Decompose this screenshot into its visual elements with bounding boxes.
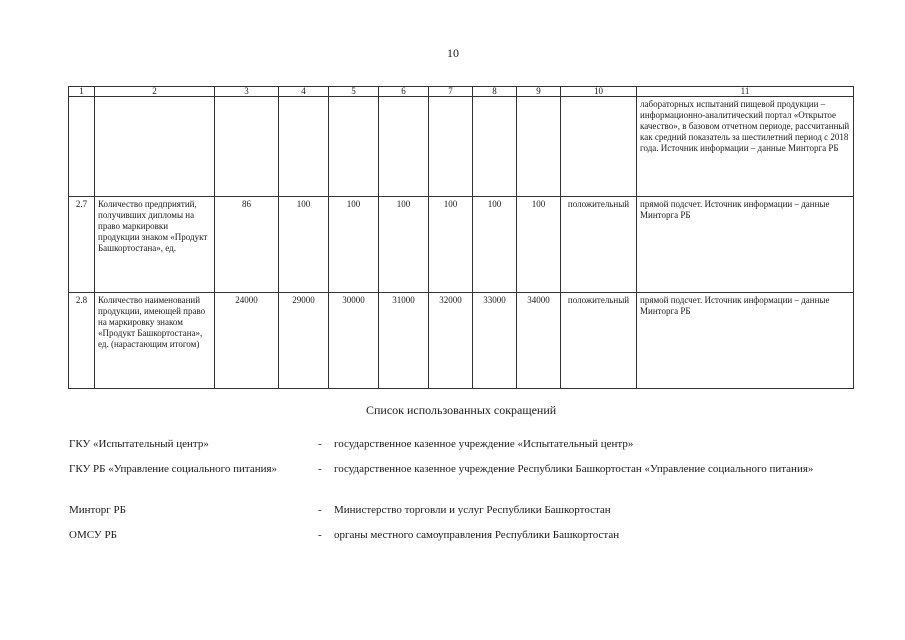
- column-header: 1: [69, 87, 95, 97]
- value-cell: 24000: [215, 293, 279, 389]
- table-cell: [279, 97, 329, 197]
- value-cell: 86: [215, 197, 279, 293]
- abbreviation-dash: -: [318, 529, 322, 541]
- table-cell: [215, 97, 279, 197]
- value-cell: 100: [517, 197, 561, 293]
- abbreviation-definition: органы местного самоуправления Республики Башкортостан: [334, 529, 620, 541]
- value-cell: 100: [429, 197, 473, 293]
- column-header: 11: [637, 87, 854, 97]
- table-row: [69, 197, 854, 293]
- trend-cell: положительный: [561, 293, 637, 389]
- abbreviation-definition: государственное казенное учреждение Республики Башкортостан «Управление социального питания»: [334, 463, 814, 475]
- value-cell: 34000: [517, 293, 561, 389]
- abbreviation-term: Минторг РБ: [69, 504, 126, 516]
- value-cell: 30000: [329, 293, 379, 389]
- value-cell: 100: [473, 197, 517, 293]
- source-note-cell: лабораторных испытаний пищевой продукции – информационно-аналитический портал «Открытое качество», в базовом отчетном периоде, рассчитанный как средний показатель за шестилетний период с 2018 года. Источник информации – данные Минторга РБ: [637, 97, 854, 197]
- column-header: 2: [95, 87, 215, 97]
- abbreviation-dash: -: [318, 438, 322, 450]
- table-cell: [561, 97, 637, 197]
- table-cell: [95, 97, 215, 197]
- abbreviations-title: Список использованных сокращений: [366, 403, 557, 417]
- value-cell: 31000: [379, 293, 429, 389]
- column-header: 7: [429, 87, 473, 97]
- abbreviation-term: ГКУ РБ «Управление социального питания»: [69, 463, 278, 475]
- value-cell: 100: [379, 197, 429, 293]
- table-row: [69, 293, 854, 389]
- abbreviation-term: ГКУ «Испытательный центр»: [69, 438, 209, 450]
- column-header: 6: [379, 87, 429, 97]
- value-cell: 100: [279, 197, 329, 293]
- abbreviation-definition: Министерство торговли и услуг Республики Башкортостан: [334, 504, 611, 516]
- row-number-cell: 2.7: [69, 197, 95, 293]
- indicators-table: [68, 86, 854, 389]
- trend-cell: положительный: [561, 197, 637, 293]
- column-header: 10: [561, 87, 637, 97]
- source-note-cell: прямой подсчет. Источник информации – данные Минторга РБ: [637, 293, 854, 389]
- table-cell: [473, 97, 517, 197]
- indicator-name-cell: Количество наименований продукции, имеющей право на маркировку знаком «Продукт Башкортостана», ед. (нарастающим итогом): [95, 293, 215, 389]
- abbreviation-dash: -: [318, 504, 322, 516]
- abbreviation-dash: -: [318, 463, 322, 475]
- column-header: 8: [473, 87, 517, 97]
- value-cell: 100: [329, 197, 379, 293]
- value-cell: 32000: [429, 293, 473, 389]
- column-header: 9: [517, 87, 561, 97]
- table-cell: [429, 97, 473, 197]
- page-number: 10: [447, 46, 459, 60]
- value-cell: 29000: [279, 293, 329, 389]
- table-cell: [329, 97, 379, 197]
- column-header: 5: [329, 87, 379, 97]
- table-row: [69, 97, 854, 197]
- source-note-cell: прямой подсчет. Источник информации – данные Минторга РБ: [637, 197, 854, 293]
- table-cell: [379, 97, 429, 197]
- table-cell: [69, 97, 95, 197]
- indicator-name-cell: Количество предприятий, получивших дипломы на право маркировки продукции знаком «Продукт Башкортостана», ед.: [95, 197, 215, 293]
- table-cell: [517, 97, 561, 197]
- abbreviation-term: ОМСУ РБ: [69, 529, 117, 541]
- abbreviation-definition: государственное казенное учреждение «Испытательный центр»: [334, 438, 634, 450]
- column-header: 4: [279, 87, 329, 97]
- table-header-row: [69, 87, 854, 97]
- column-header: 3: [215, 87, 279, 97]
- value-cell: 33000: [473, 293, 517, 389]
- row-number-cell: 2.8: [69, 293, 95, 389]
